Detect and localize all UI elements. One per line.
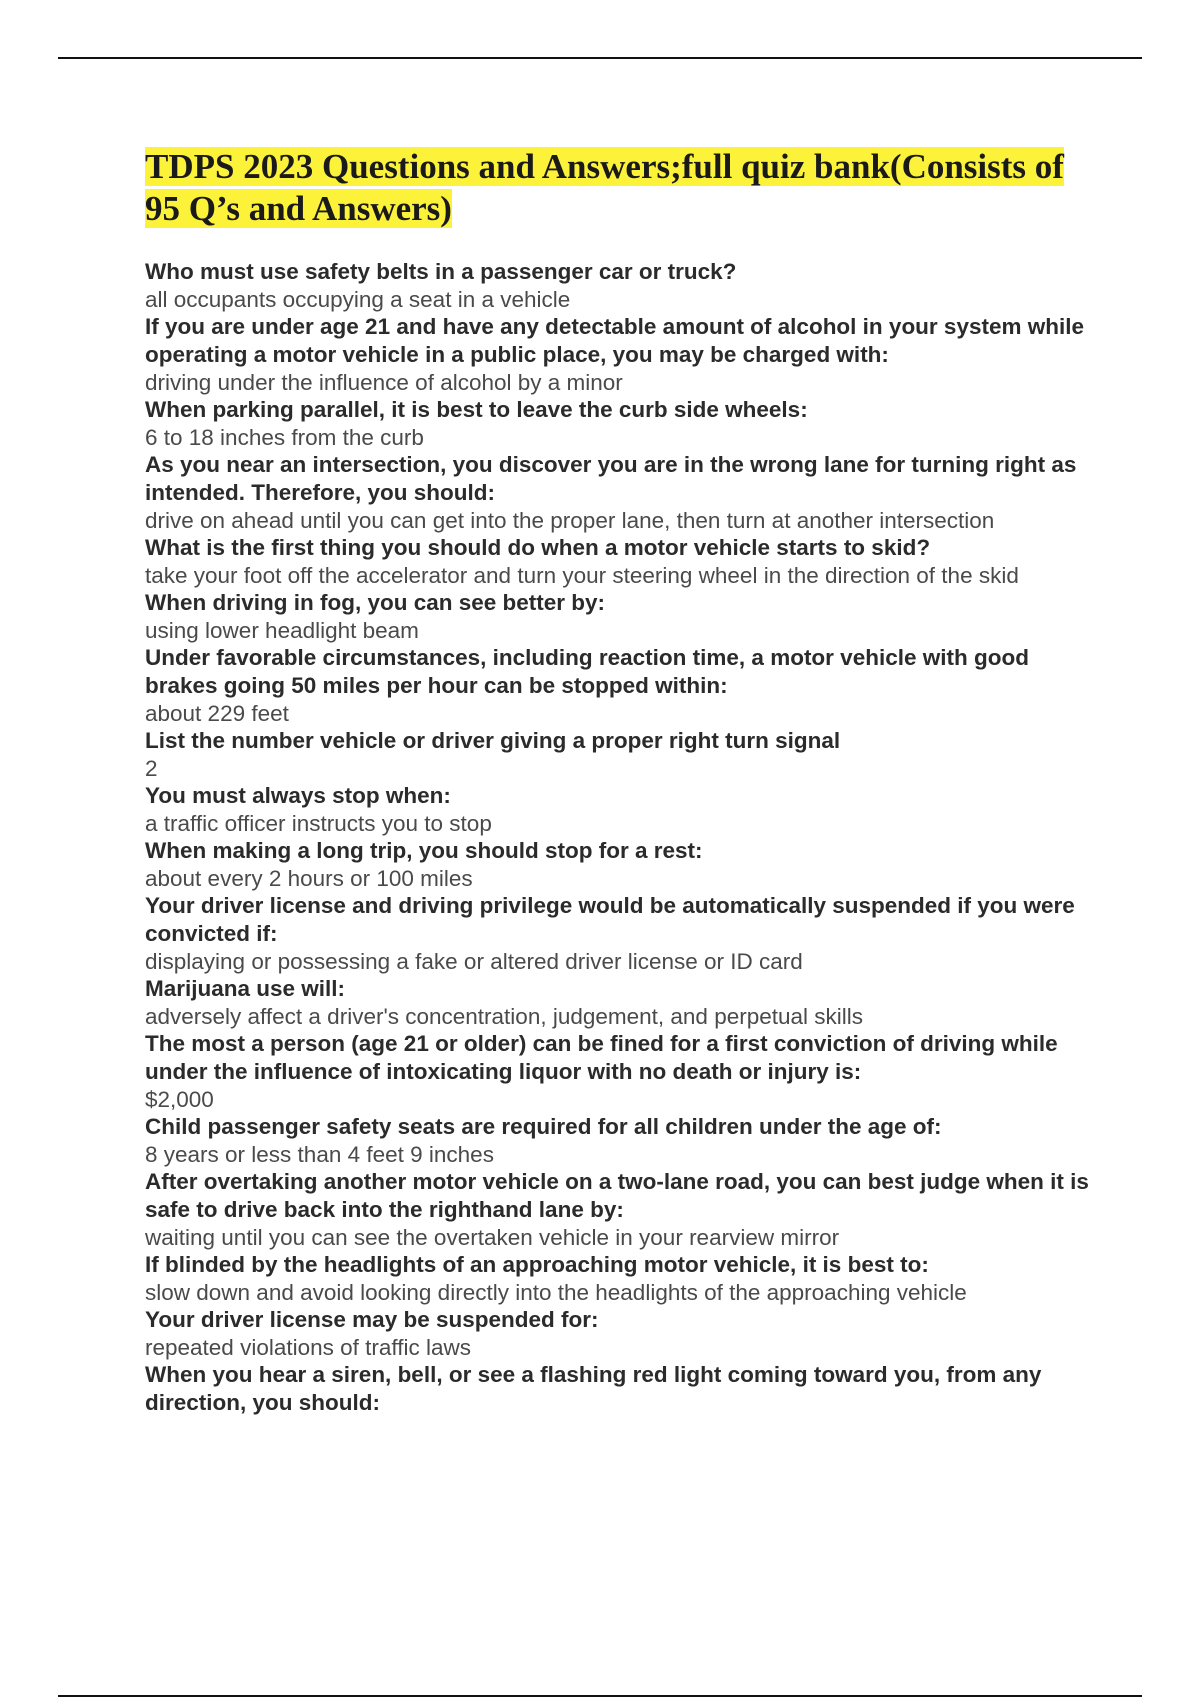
answer-text: a traffic officer instructs you to stop — [145, 811, 492, 836]
question-text: The most a person (age 21 or older) can be fined for a first conviction of driving while under the influence of intoxicating liquor with no death or injury is: — [145, 1031, 1058, 1084]
document-title: TDPS 2023 Questions and Answers;full quiz bank(Consists of 95 Q’s and Answers) — [145, 147, 1064, 228]
answer-text: all occupants occupying a seat in a vehicle — [145, 287, 571, 312]
question-text: When driving in fog, you can see better by: — [145, 590, 606, 615]
qa-item — [145, 396, 1095, 451]
answer-text: take your foot off the accelerator and turn your steering wheel in the direction of the skid — [145, 563, 1019, 588]
question-text: Child passenger safety seats are required for all children under the age of: — [145, 1114, 942, 1139]
qa-item — [145, 451, 1095, 534]
qa-item — [145, 975, 1095, 1030]
qa-item — [145, 1251, 1095, 1306]
question-text: When making a long trip, you should stop for a rest: — [145, 838, 703, 863]
answer-text: repeated violations of traffic laws — [145, 1335, 472, 1360]
answer-text: drive on ahead until you can get into the proper lane, then turn at another intersection — [145, 508, 995, 533]
question-text: When parking parallel, it is best to leave the curb side wheels: — [145, 397, 808, 422]
answer-text: displaying or possessing a fake or altered driver license or ID card — [145, 949, 803, 974]
top-rule — [58, 57, 1142, 59]
question-text: If you are under age 21 and have any detectable amount of alcohol in your system while operating a motor vehicle in a public place, you may be charged with: — [145, 314, 1085, 367]
qa-item — [145, 1168, 1095, 1251]
question-text: Under favorable circumstances, including reaction time, a motor vehicle with good brakes going 50 miles per hour can be stopped within: — [145, 645, 1029, 698]
answer-text: 2 — [145, 756, 158, 781]
question-text: As you near an intersection, you discover you are in the wrong lane for turning right as intended. Therefore, you should: — [145, 452, 1077, 505]
answer-text: about 229 feet — [145, 701, 289, 726]
qa-item — [145, 1361, 1095, 1417]
qa-item — [145, 534, 1095, 589]
question-text: Your driver license and driving privilege would be automatically suspended if you were convicted if: — [145, 893, 1075, 946]
qa-item — [145, 1030, 1095, 1113]
qa-item — [145, 727, 1095, 782]
qa-item — [145, 1306, 1095, 1361]
document-body — [145, 146, 1095, 1417]
question-text: After overtaking another motor vehicle on a two-lane road, you can best judge when it is safe to drive back into the righthand lane by: — [145, 1169, 1089, 1222]
qa-item — [145, 313, 1095, 396]
qa-item — [145, 589, 1095, 644]
question-text: List the number vehicle or driver giving a proper right turn signal — [145, 728, 841, 753]
answer-text: 6 to 18 inches from the curb — [145, 425, 424, 450]
answer-text: $2,000 — [145, 1087, 214, 1112]
answer-text: 8 years or less than 4 feet 9 inches — [145, 1142, 494, 1167]
question-text: What is the first thing you should do when a motor vehicle starts to skid? — [145, 535, 931, 560]
answer-text: about every 2 hours or 100 miles — [145, 866, 473, 891]
question-text: You must always stop when: — [145, 783, 451, 808]
question-text: If blinded by the headlights of an approaching motor vehicle, it is best to: — [145, 1252, 929, 1277]
bottom-rule — [58, 1695, 1142, 1697]
question-text: Your driver license may be suspended for: — [145, 1307, 599, 1332]
qa-item — [145, 782, 1095, 837]
question-text: Marijuana use will: — [145, 976, 346, 1001]
answer-text: using lower headlight beam — [145, 618, 419, 643]
qa-list — [145, 258, 1095, 1417]
qa-item — [145, 644, 1095, 727]
question-text: When you hear a siren, bell, or see a flashing red light coming toward you, from any direction, you should: — [145, 1362, 1042, 1415]
qa-item — [145, 837, 1095, 892]
qa-item — [145, 892, 1095, 975]
question-text: Who must use safety belts in a passenger car or truck? — [145, 259, 737, 284]
qa-item — [145, 258, 1095, 313]
answer-text: adversely affect a driver's concentration, judgement, and perpetual skills — [145, 1004, 864, 1029]
answer-text: slow down and avoid looking directly into the headlights of the approaching vehicle — [145, 1280, 967, 1305]
qa-item — [145, 1113, 1095, 1168]
answer-text: driving under the influence of alcohol by a minor — [145, 370, 623, 395]
answer-text: waiting until you can see the overtaken vehicle in your rearview mirror — [145, 1225, 840, 1250]
